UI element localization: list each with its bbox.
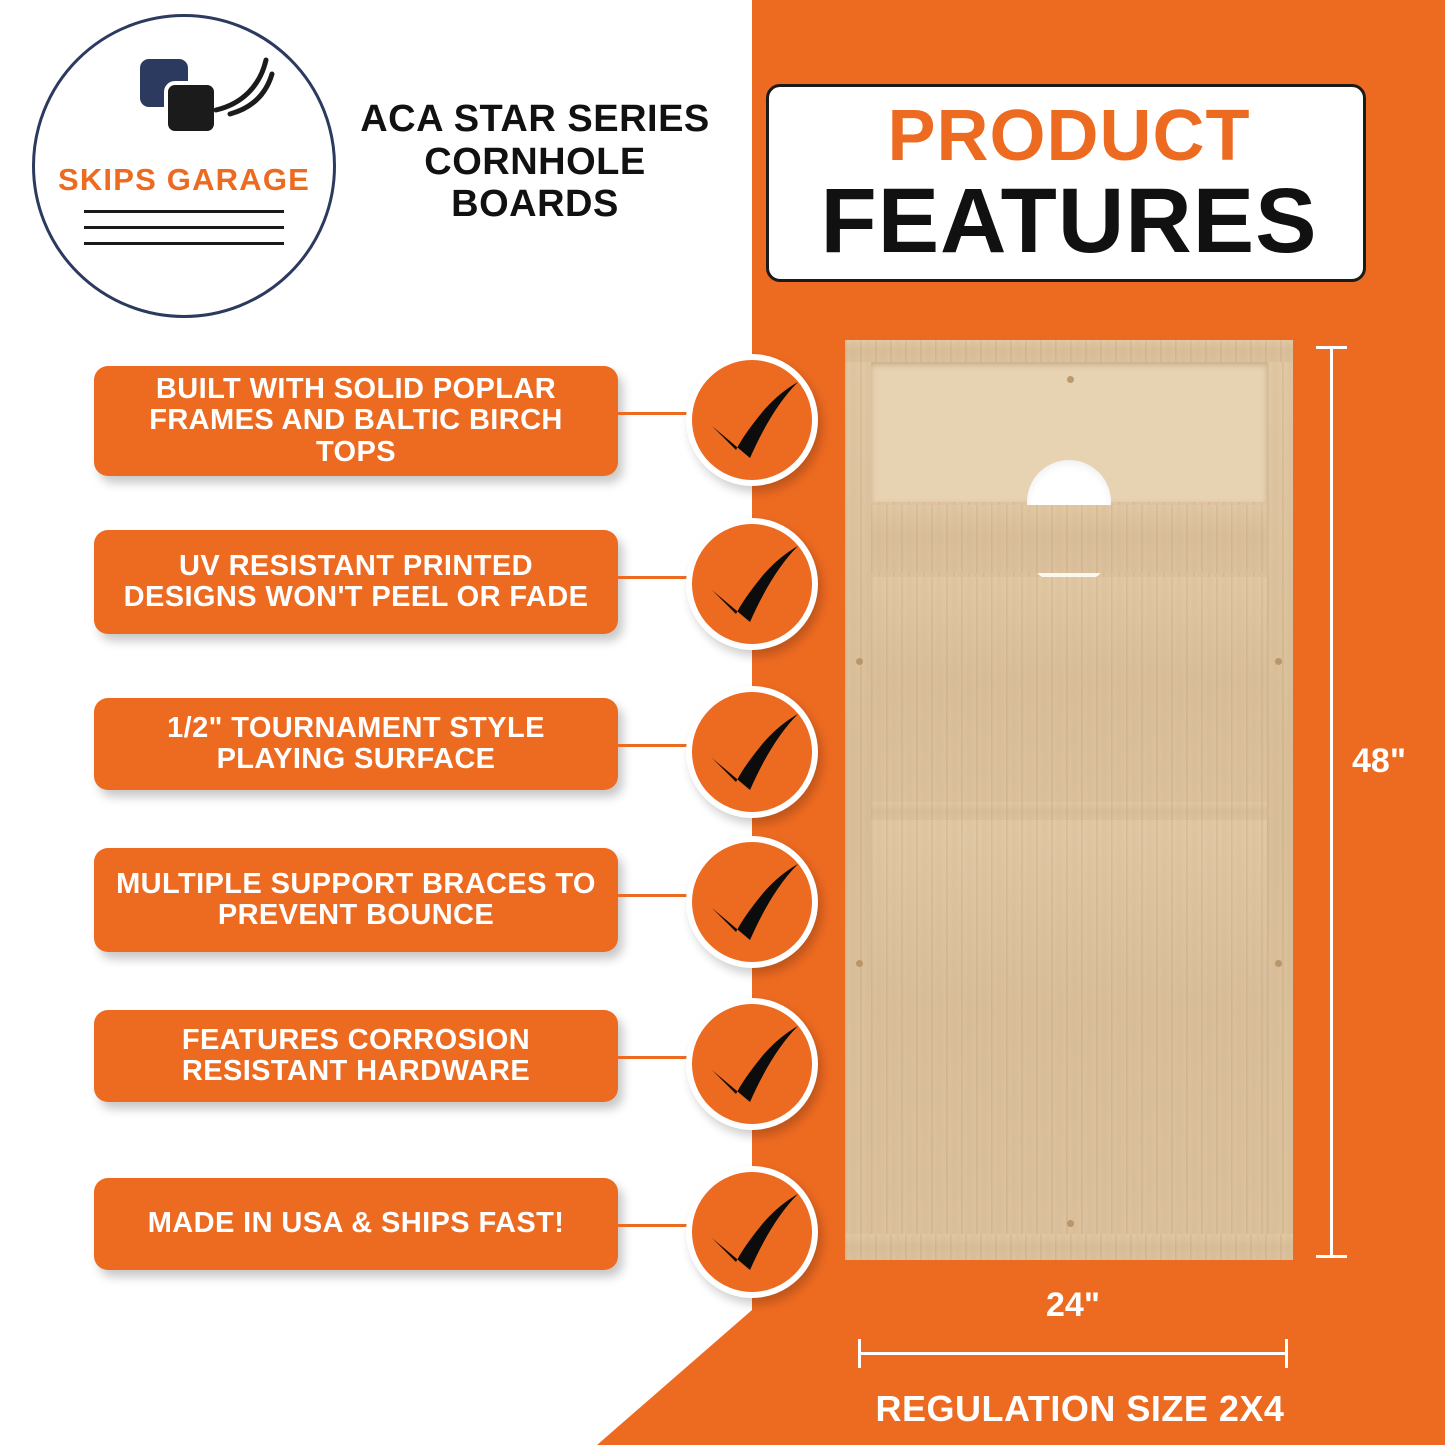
feature-row-1: [94, 358, 834, 482]
screw: [1275, 658, 1282, 665]
board-top-rail: [845, 340, 1293, 362]
check-badge-6: [686, 1166, 818, 1298]
product-features-heading: [766, 84, 1366, 282]
board-left-rail: [845, 340, 871, 1260]
screw: [856, 658, 863, 665]
check-icon: [686, 354, 818, 486]
screw: [1067, 376, 1074, 383]
height-dimension-cap-top: [1316, 346, 1347, 349]
logo-rule-3: [84, 242, 284, 245]
width-dimension-cap-right: [1285, 1339, 1288, 1368]
feature-label-5: FEATURES CORROSION RESISTANT HARDWARE: [94, 1010, 618, 1102]
board-bottom-panel: [871, 820, 1267, 1234]
check-badge-1: [686, 354, 818, 486]
check-icon: [686, 518, 818, 650]
logo-wordmark: SKIPS GARAGE: [57, 162, 311, 197]
screw: [1275, 960, 1282, 967]
feature-label-6: MADE IN USA & SHIPS FAST!: [94, 1178, 618, 1270]
feature-label-1: BUILT WITH SOLID POPLAR FRAMES AND BALTIC BIRCH TOPS: [94, 366, 618, 476]
screw: [856, 960, 863, 967]
check-icon: [686, 836, 818, 968]
feature-row-3: [94, 690, 834, 814]
brand-logo: [32, 14, 342, 324]
support-brace-upper: [871, 505, 1267, 573]
feature-label-2: UV RESISTANT PRINTED DESIGNS WON'T PEEL OR FADE: [94, 530, 618, 634]
product-title: ACA STAR SERIES CORNHOLE BOARDS: [360, 98, 710, 226]
board-right-rail: [1267, 340, 1293, 1260]
height-dimension-cap-bottom: [1316, 1255, 1347, 1258]
height-dimension-line: [1330, 346, 1333, 1258]
check-badge-3: [686, 686, 818, 818]
feature-row-6: [94, 1170, 834, 1294]
width-dimension-line: [858, 1352, 1288, 1355]
check-badge-2: [686, 518, 818, 650]
motion-lines-icon: [208, 52, 278, 122]
support-brace-lower: [871, 802, 1267, 820]
check-badge-5: [686, 998, 818, 1130]
logo-rule-1: [84, 210, 284, 213]
check-icon: [686, 686, 818, 818]
cornhole-board-illustration: [845, 340, 1293, 1260]
screw: [1067, 1220, 1074, 1227]
heading-line-product: PRODUCT: [887, 96, 1251, 176]
board-mid-panel: [871, 577, 1267, 807]
check-badge-4: [686, 836, 818, 968]
feature-label-4: MULTIPLE SUPPORT BRACES TO PREVENT BOUNCE: [94, 848, 618, 952]
regulation-size-label: REGULATION SIZE 2X4: [875, 1388, 1285, 1429]
height-dimension-label: 48": [1352, 742, 1406, 780]
heading-line-features: FEATURES: [820, 170, 1318, 272]
logo-rule-2: [84, 226, 284, 229]
feature-row-4: [94, 840, 834, 964]
feature-row-5: [94, 1002, 834, 1126]
check-icon: [686, 1166, 818, 1298]
width-dimension-cap-left: [858, 1339, 861, 1368]
check-icon: [686, 998, 818, 1130]
width-dimension-label: 24": [1046, 1286, 1100, 1324]
feature-label-3: 1/2" TOURNAMENT STYLE PLAYING SURFACE: [94, 698, 618, 790]
feature-row-2: [94, 522, 834, 646]
board-bottom-rail: [845, 1234, 1293, 1260]
